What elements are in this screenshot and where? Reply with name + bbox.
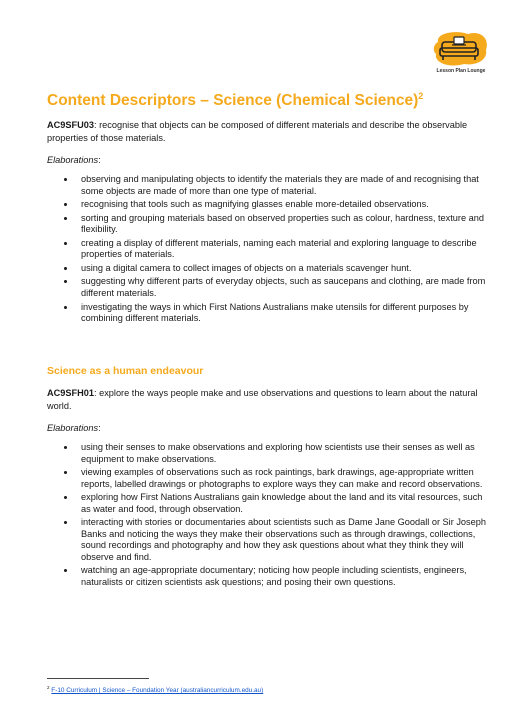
content-descriptor-sfu03 bbox=[47, 119, 487, 145]
descriptor-text: : explore the ways people make and use observations and questions to learn about the natural world. bbox=[47, 388, 478, 411]
curriculum-link[interactable]: F-10 Curriculum | Science – Foundation Year (australiancurriculum.edu.au) bbox=[51, 687, 264, 695]
list-item: viewing examples of observations such as rock paintings, bark drawings, age-appropriate written reports, labelled drawings or photographs to explore ways they can make and record observations. bbox=[68, 467, 491, 490]
list-item: observing and manipulating objects to identify the materials they are made of and recognising that some objects are made of more than one type of material. bbox=[68, 174, 491, 197]
title-footnote-mark: 2 bbox=[418, 91, 424, 101]
list-item: watching an age-appropriate documentary; noticing how people including scientists, engineers, naturalists or citizen scientists ask questions; and posing their own questions. bbox=[68, 565, 491, 588]
logo-caption: Lesson Plan Lounge bbox=[436, 68, 486, 74]
descriptor-text: : recognise that objects can be composed of different materials and describe the observable properties of those materials. bbox=[47, 120, 468, 143]
list-item: interacting with stories or documentaries about scientists such as Dame Jane Goodall or Sir Joseph Banks and noticing the ways they make their observations such as through drawings, collections, sound recordings and photography and how they ask questions about what they think they will observe and find. bbox=[68, 517, 491, 563]
elaborations-label-text: Elaborations bbox=[47, 423, 99, 433]
elaborations-list-1 bbox=[68, 174, 491, 327]
list-item: sorting and grouping materials based on observed properties such as colour, hardness, texture and flexibility. bbox=[68, 213, 491, 236]
list-item: investigating the ways in which First Nations Australians make utensils for different purposes by combining different materials. bbox=[68, 302, 491, 325]
descriptor-code: AC9SFU03 bbox=[47, 120, 94, 130]
section-subheading: Science as a human endeavour bbox=[47, 365, 204, 377]
list-item: recognising that tools such as magnifying glasses enable more-detailed observations. bbox=[68, 199, 491, 211]
footnote-divider bbox=[47, 678, 149, 679]
list-item: creating a display of different materials, naming each material and exploring language to describe properties of materials. bbox=[68, 238, 491, 261]
elaborations-colon: : bbox=[98, 423, 101, 433]
elaborations-label-text: Elaborations bbox=[47, 155, 99, 165]
list-item: suggesting why different parts of everyday objects, such as saucepans and clothing, are made from different materials. bbox=[68, 276, 491, 299]
footnote-mark: 2 bbox=[47, 685, 50, 690]
list-item: using a digital camera to collect images of objects on a materials scavenger hunt. bbox=[68, 263, 491, 275]
elaborations-list-2 bbox=[68, 442, 491, 590]
elaborations-label bbox=[47, 423, 101, 433]
elaborations-label bbox=[47, 155, 101, 165]
content-descriptor-sfh01 bbox=[47, 387, 487, 413]
list-item: exploring how First Nations Australians gain knowledge about the land and its vital resources, such as water and food, through observation. bbox=[68, 492, 491, 515]
footnote bbox=[47, 685, 263, 694]
descriptor-code: AC9SFH01 bbox=[47, 388, 94, 398]
page-title bbox=[47, 91, 423, 110]
elaborations-colon: : bbox=[98, 155, 101, 165]
page-title-text: Content Descriptors – Science (Chemical Science) bbox=[47, 92, 419, 110]
list-item: using their senses to make observations and exploring how scientists use their senses as well as equipment to make observations. bbox=[68, 442, 491, 465]
